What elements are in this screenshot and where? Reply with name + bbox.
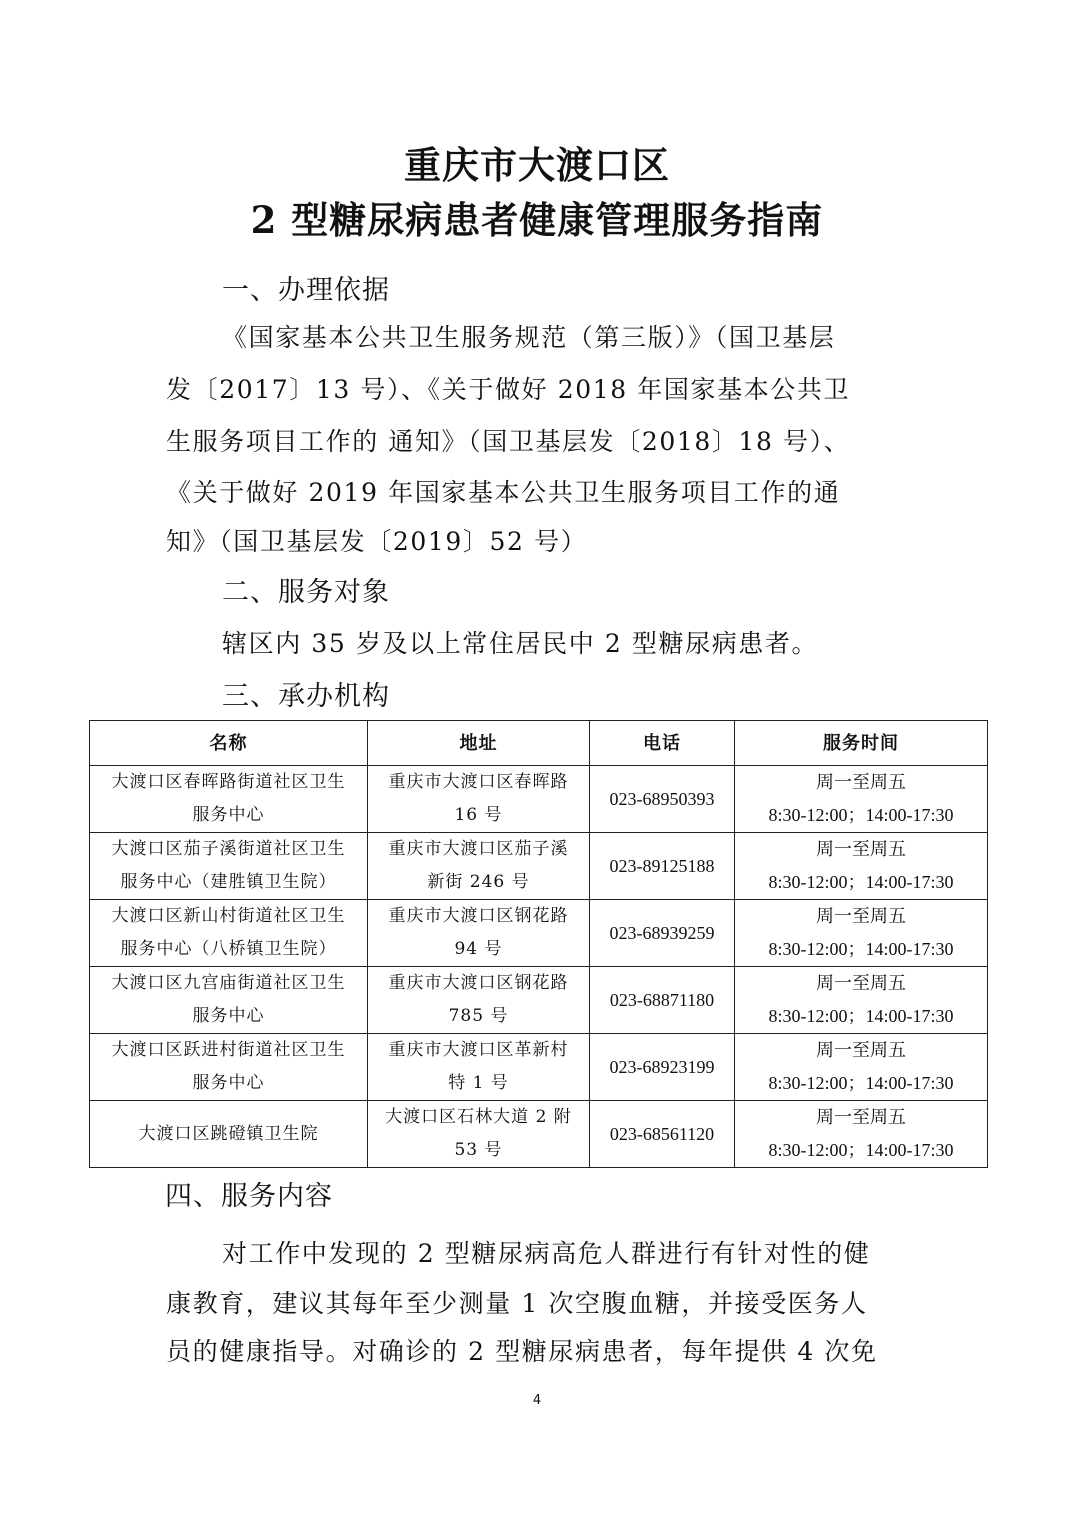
cell-address: 重庆市大渡口区革新村 特 1 号 (368, 1034, 590, 1101)
header-name: 名称 (90, 721, 368, 766)
cell-service-time: 周一至周五 8:30-12:00；14:00-17:30 (735, 833, 988, 900)
header-address: 地址 (368, 721, 590, 766)
cell-address: 大渡口区石林大道 2 附 53 号 (368, 1101, 590, 1168)
table-header-row (90, 721, 988, 766)
header-phone: 电话 (590, 721, 735, 766)
table-row (90, 766, 988, 833)
cell-name: 大渡口区春晖路街道社区卫生 服务中心 (90, 766, 368, 833)
section-1-heading: 一、办理依据 (222, 275, 390, 306)
cell-phone: 023-68561120 (590, 1101, 735, 1168)
section-1-line-3: 生服务项目工作的 通知》（国卫基层发〔2018〕18 号）、 (166, 427, 851, 456)
cell-phone: 023-68950393 (590, 766, 735, 833)
institutions-table (89, 720, 988, 1168)
section-1-line-2: 发〔2017〕13 号）、《关于做好 2018 年国家基本公共卫 (166, 375, 851, 404)
header-service-time: 服务时间 (735, 721, 988, 766)
cell-address: 重庆市大渡口区茄子溪 新街 246 号 (368, 833, 590, 900)
cell-name: 大渡口区茄子溪街道社区卫生 服务中心（建胜镇卫生院） (90, 833, 368, 900)
page-number: 4 (532, 1393, 542, 1408)
table-row (90, 967, 988, 1034)
section-1-line-1: 《国家基本公共卫生服务规范（第三版）》（国卫基层 (222, 323, 836, 352)
section-1-line-4: 《关于做好 2019 年国家基本公共卫生服务项目工作的通 (166, 478, 841, 507)
title-line-2: 2 型糖尿病患者健康管理服务指南 (250, 198, 824, 242)
table-row (90, 833, 988, 900)
cell-phone: 023-68923199 (590, 1034, 735, 1101)
section-4-line-2: 康教育，建议其每年至少测量 1 次空腹血糖，并接受医务人 (166, 1289, 868, 1318)
cell-name: 大渡口区新山村街道社区卫生 服务中心（八桥镇卫生院） (90, 900, 368, 967)
cell-service-time: 周一至周五 8:30-12:00；14:00-17:30 (735, 1034, 988, 1101)
cell-address: 重庆市大渡口区钢花路 94 号 (368, 900, 590, 967)
section-4-line-1: 对工作中发现的 2 型糖尿病高危人群进行有针对性的健 (222, 1239, 871, 1268)
section-2-text: 辖区内 35 岁及以上常住居民中 2 型糖尿病患者。 (222, 629, 819, 658)
section-4-heading: 四、服务内容 (165, 1181, 333, 1212)
cell-address: 重庆市大渡口区春晖路 16 号 (368, 766, 590, 833)
cell-phone: 023-68939259 (590, 900, 735, 967)
cell-phone: 023-89125188 (590, 833, 735, 900)
section-1-line-5: 知》（国卫基层发〔2019〕52 号） (166, 527, 588, 556)
section-4-line-3: 员的健康指导。对确诊的 2 型糖尿病患者，每年提供 4 次免 (166, 1337, 878, 1366)
cell-phone: 023-68871180 (590, 967, 735, 1034)
table-row (90, 1101, 988, 1168)
table-row (90, 900, 988, 967)
cell-name: 大渡口区九宫庙街道社区卫生 服务中心 (90, 967, 368, 1034)
cell-service-time: 周一至周五 8:30-12:00；14:00-17:30 (735, 967, 988, 1034)
title-line-1: 重庆市大渡口区 (404, 143, 670, 187)
section-2-heading: 二、服务对象 (222, 577, 390, 608)
section-3-heading: 三、承办机构 (222, 681, 390, 712)
cell-service-time: 周一至周五 8:30-12:00；14:00-17:30 (735, 766, 988, 833)
cell-address: 重庆市大渡口区钢花路 785 号 (368, 967, 590, 1034)
cell-service-time: 周一至周五 8:30-12:00；14:00-17:30 (735, 1101, 988, 1168)
cell-service-time: 周一至周五 8:30-12:00；14:00-17:30 (735, 900, 988, 967)
cell-name: 大渡口区跳磴镇卫生院 (90, 1101, 368, 1168)
table-row (90, 1034, 988, 1101)
cell-name: 大渡口区跃进村街道社区卫生 服务中心 (90, 1034, 368, 1101)
